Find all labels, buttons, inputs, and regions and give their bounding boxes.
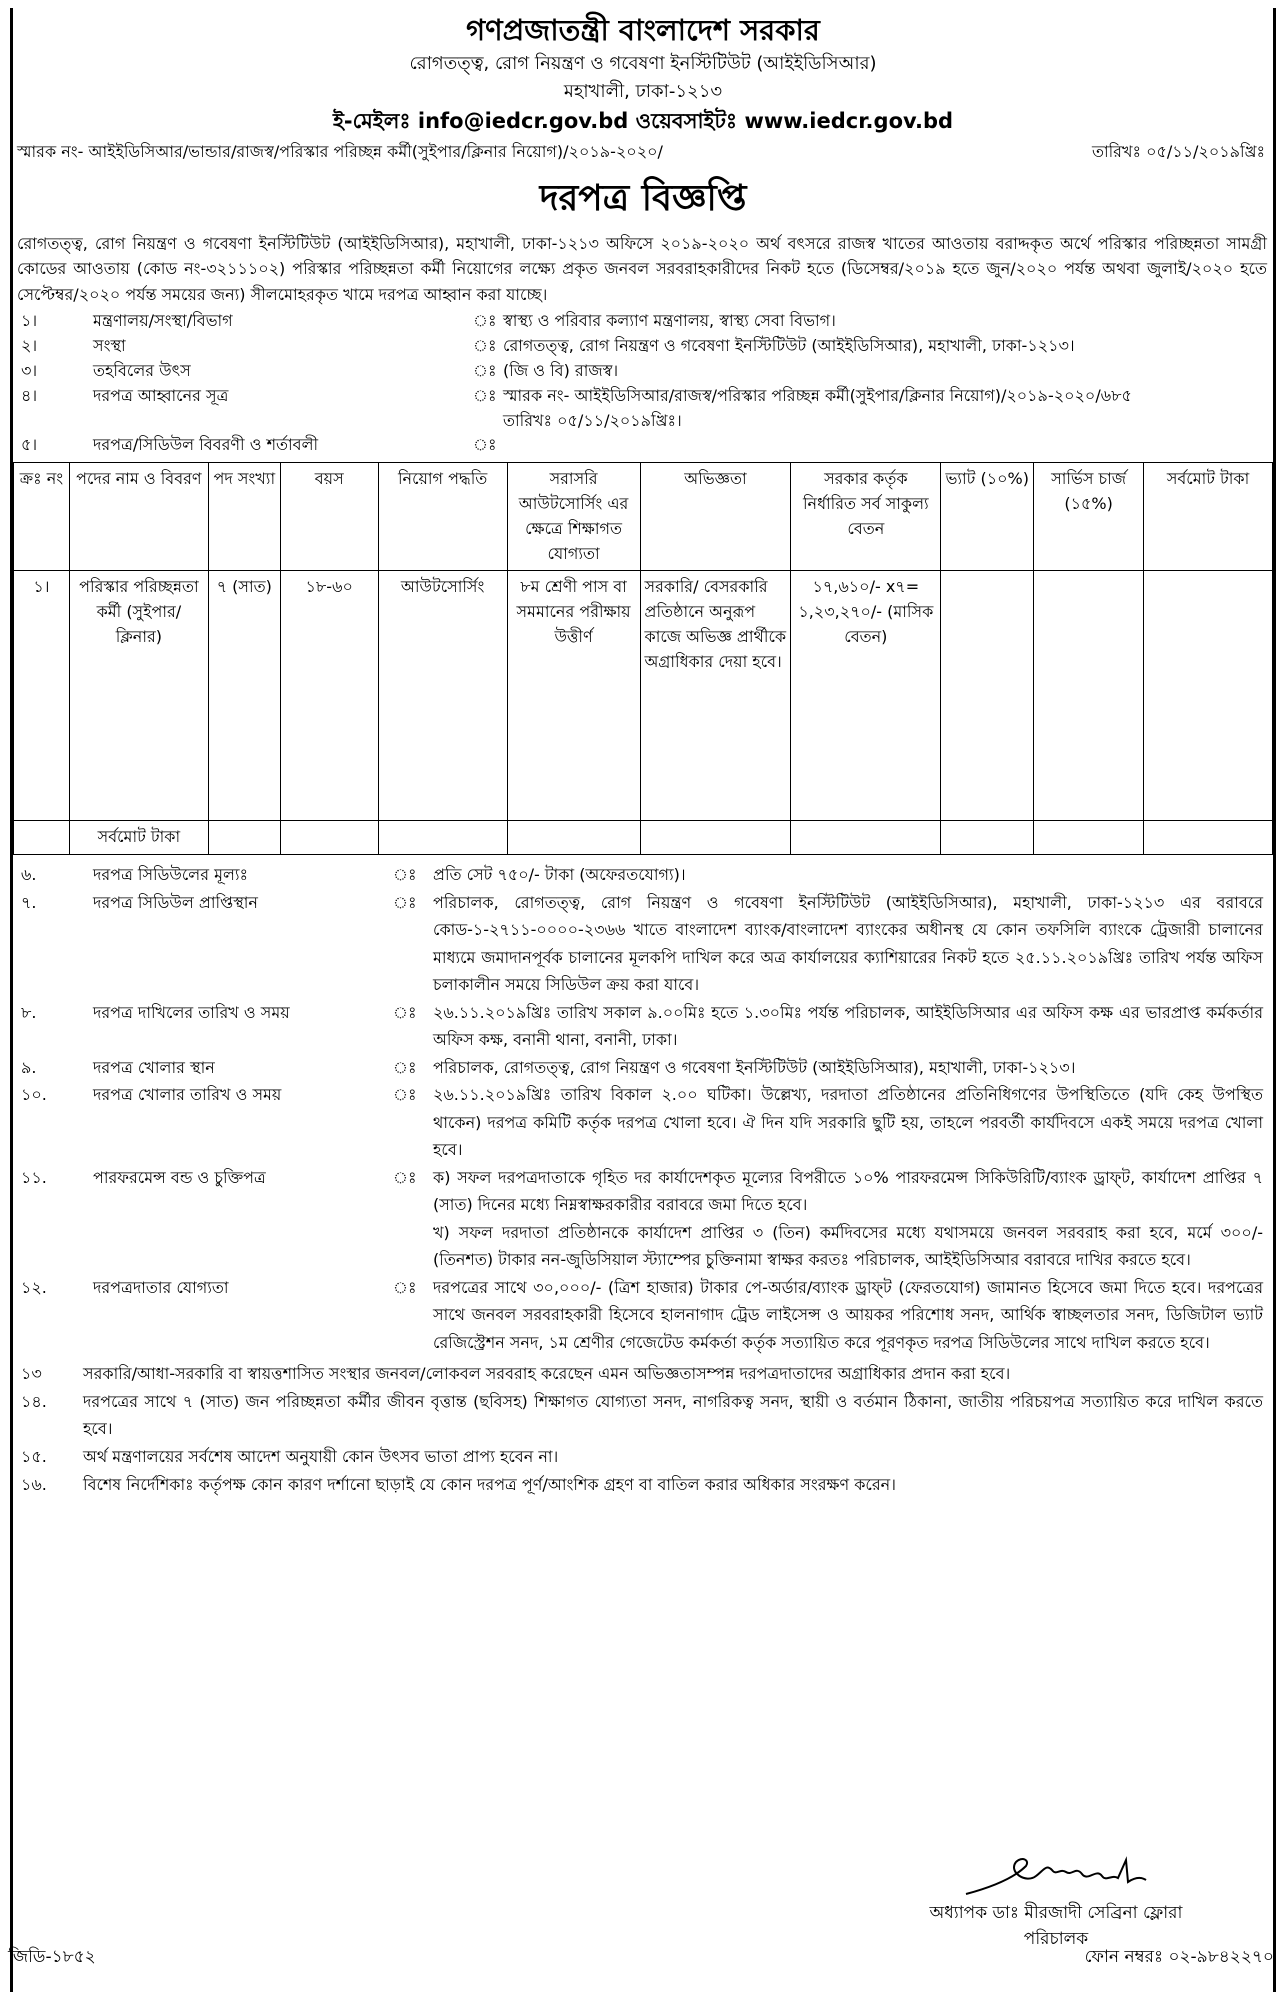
note-item — [13, 1360, 1273, 1388]
table-total-row — [14, 821, 1273, 855]
cell-total — [1144, 571, 1273, 821]
condition-colon: ঃ — [393, 1085, 417, 1105]
signatory-name: অধ্যাপক ডাঃ মীরজাদী সেব্রিনা ফ্লোরা — [929, 1903, 1183, 1923]
table-header-row — [14, 463, 1273, 571]
meta-item — [13, 384, 1273, 434]
condition-text: দরপত্রের সাথে ৩০,০০০/- (ত্রিশ হাজার) টাকার পে-অর্ডার/ব্যাংক ড্রাফ্‌ট (ফেরতযোগ) জামানত হিসেবে জমা দিতে হবে। দরপত্রের সাথে জনবল সরবরাহকারী হিসেবে হালনাগাদ ট্রেড লাইসেন্স ও আয়কর পরিশোধ সনদ, আর্থিক স্বাচ্ছলতার সনদ, ডিজিটাল ভ্যাট রেজিস্ট্রেশন সনদ, ১ম শ্রেণীর গেজেটেড কর্মকর্তা কর্তৃক সত্যায়িত করে পূরণকৃত দরপত্র সিডিউলের সাথে দাখিল করতে হবে। — [433, 1277, 1263, 1352]
cell-sl: ১। — [14, 571, 70, 821]
government-title: গণপ্রজাতন্ত্রী বাংলাদেশ সরকার — [466, 13, 820, 47]
condition-key: দরপত্রদাতার যোগ্যতা — [93, 1277, 229, 1297]
condition-item — [13, 999, 1273, 1054]
conditions-list — [13, 861, 1273, 1356]
cell-experience: সরকারি/ বেসরকারি প্রতিষ্ঠানে অনুরূপ কাজে অভিজ্ঞ প্রার্থীকে অগ্রাধিকার দেয়া হবে। — [640, 571, 791, 821]
institute-name: রোগতত্ত্ব, রোগ নিয়ন্ত্রণ ও গবেষণা ইনস্টিটিউট (আইইডিসিআর) — [409, 52, 877, 74]
note-num: ১৫. — [21, 1446, 47, 1466]
reference-memo: স্মারক নং- আইইডিসিআর/রাজস্ব/পরিস্কার পরিচ্ছন্ন কর্মী(সুইপার/ক্লিনার নিয়োগ)/২০১৯-২০২০/৬৮৫ — [503, 385, 1132, 405]
note-num: ১৪. — [21, 1391, 47, 1411]
note-text: দরপত্রের সাথে ৭ (সাত) জন পরিচ্ছন্নতা কর্মীর জীবন বৃত্তান্ত (ছবিসহ) শিক্ষাগত যোগ্যতা সনদ, নাগরিকত্ব সনদ, স্থায়ী ও বর্তমান ঠিকানা, জাতীয় পরিচয়পত্র সত্যায়িত করে দাখিল করতে হবে। — [83, 1391, 1263, 1439]
meta-item — [13, 359, 1273, 384]
tender-table — [13, 462, 1273, 855]
condition-text: পরিচালক, রোগতত্ত্ব, রোগ নিয়ন্ত্রণ ও গবেষণা ইনস্টিটিউট (আইইডিসিআর), মহাখালী, ঢাকা-১২১৩ এর বরাবরে কোড-১-২৭১১-০০০০-২৩৬৬ খাতে বাংলাদেশ ব্যাংক/বাংলাদেশ ব্যাংকের অধীনস্থ যে কোন তফসিলি ব্যাংকে ট্রেজারী চালানের মাধ্যমে জমাদানপূর্বক চালানের মূলকপি দাখিল করে অত্র কার্যালয়ের ক্যাশিয়ারের নিকট হতে ২৫.১১.২০১৯খ্রিঃ তারিখ পর্যন্ত অফিস চলাকালীন সময়ে সিডিউল ক্রয় করা যাবে। — [433, 892, 1263, 995]
meta-num: ৩। — [21, 360, 38, 380]
meta-num: ৫। — [21, 435, 38, 455]
note-text: বিশেষ নির্দেশিকাঃ কর্তৃপক্ষ কোন কারণ দর্শানো ছাড়াই যে কোন দরপত্র পূর্ণ/আংশিক গ্রহণ বা বাতিল করার অধিকার সংরক্ষণ করেন। — [83, 1474, 896, 1494]
condition-num: ৮. — [21, 1002, 37, 1022]
condition-text: ২৬.১১.২০১৯খ্রিঃ তারিখ সকাল ৯.০০মিঃ হতে ১.৩০মিঃ পর্যন্ত পরিচালক, আইইডিসিআর এর অফিস কক্ষ এর ভারপ্রাপ্ত কর্মকর্তার অফিস কক্ষ, বনানী থানা, বনানী, ঢাকা। — [433, 1002, 1263, 1050]
condition-text: ২৬.১১.২০১৯খ্রিঃ তারিখ বিকাল ২.০০ ঘটিকা। উল্লেখ্য, দরদাতা প্রতিষ্ঠানের প্রতিনিধিগণের উপস্থিতিতে (যদি কেহ উপস্থিত থাকেন) দরপত্র কমিটি কর্তৃক দরপত্র খোলা হবে। ঐ দিন যদি সরকারি ছুটি হয়, তাহলে পরবর্তী কার্যদিবসে একই সময়ে দরপত্র খোলা হবে। — [433, 1085, 1263, 1160]
notes-list — [13, 1360, 1273, 1498]
cell-education: ৮ম শ্রেণী পাস বা সমমানের পরীক্ষায় উত্তীর্ণ — [507, 571, 640, 821]
meta-value: স্বাস্থ্য ও পরিবার কল্যাণ মন্ত্রণালয়, স্বাস্থ্য সেবা বিভাগ। — [503, 311, 836, 331]
cell-age: ১৮-৬০ — [280, 571, 378, 821]
col-header: সার্ভিস চার্জ (১৫%) — [1034, 463, 1144, 571]
cell-post: পরিস্কার পরিচ্ছন্নতা কর্মী (সুইপার/ক্লিনার) — [69, 571, 208, 821]
note-item — [13, 1388, 1273, 1443]
note-text: সরকারি/আধা-সরকারি বা স্বায়ত্তশাসিত সংস্থার জনবল/লোকবল সরবরাহ করেছেন এমন অভিজ্ঞতাসম্পন্ন দরপত্রদাতাদের অগ্রাধিকার প্রদান করা হবে। — [83, 1364, 1011, 1384]
condition-num: ৯. — [21, 1057, 37, 1077]
condition-num: ৬. — [21, 865, 37, 885]
meta-value — [503, 384, 1273, 434]
condition-key: পারফরমেন্স বন্ড ও চুক্তিপত্র — [93, 1167, 266, 1187]
condition-text: খ) সফল দরদাতা প্রতিষ্ঠানকে কার্যাদেশ প্রাপ্তির ৩ (তিন) কর্মদিবসের মধ্যে যথাসময়ে জনবল সরবরাহ করা হবে, মর্মে ৩০০/- (তিনশত) টাকার নন-জুডিসিয়াল স্ট্যাম্পের চুক্তিনামা স্বাক্ষর করতঃ পরিচালক, আইইডিসিআর বরাবরে দাখির করতে হবে। — [433, 1222, 1263, 1270]
meta-item — [13, 433, 1273, 458]
condition-item — [13, 889, 1273, 999]
gd-number: জিডি-১৮৫২ — [8, 1947, 96, 1967]
note-text: অর্থ মন্ত্রণালয়ের সর্বশেষ আদেশ অনুযায়ী কোন উৎসব ভাতা প্রাপ্য হবেন না। — [83, 1446, 559, 1466]
meta-value: রোগতত্ত্ব, রোগ নিয়ন্ত্রণ ও গবেষণা ইনস্টিটিউট (আইইডিসিআর), মহাখালী, ঢাকা-১২১৩। — [503, 336, 1075, 356]
note-num: ১৩ — [21, 1364, 42, 1384]
meta-list — [13, 309, 1273, 458]
col-header: অভিজ্ঞতা — [640, 463, 791, 571]
condition-num: ১০. — [21, 1085, 47, 1105]
condition-item — [13, 861, 1273, 889]
meta-key: দরপত্র আহ্বানের সূত্র — [93, 385, 229, 405]
note-item — [13, 1443, 1273, 1471]
meta-colon: ঃ — [473, 360, 497, 380]
cell-count: ৭ (সাত) — [208, 571, 280, 821]
col-header: সরাসরি আউটসোর্সিং এর ক্ষেত্রে শিক্ষাগত যোগ্যতা — [507, 463, 640, 571]
meta-value — [503, 433, 1273, 458]
col-header: সরকার কর্তৃক নির্ধারিত সর্ব সাকুল্য বেতন — [791, 463, 941, 571]
meta-num: ২। — [21, 336, 38, 356]
handwritten-signature — [956, 1846, 1156, 1900]
cell-salary: ১৭,৬১০/- x৭= ১,২৩,২৭০/- (মাসিক বেতন) — [791, 571, 941, 821]
condition-colon: ঃ — [393, 1057, 417, 1077]
condition-item — [13, 1054, 1273, 1082]
condition-item — [13, 1274, 1273, 1357]
meta-num: ৪। — [21, 385, 38, 405]
col-header: সর্বমোট টাকা — [1144, 463, 1273, 571]
cell-service — [1034, 571, 1144, 821]
condition-colon: ঃ — [393, 1002, 417, 1022]
condition-text: পরিচালক, রোগতত্ত্ব, রোগ নিয়ন্ত্রণ ও গবেষণা ইনস্টিটিউট (আইইডিসিআর), মহাখালী, ঢাকা-১২১৩। — [433, 1057, 1076, 1077]
condition-text: প্রতি সেট ৭৫০/- টাকা (অফেরতযোগ্য)। — [433, 865, 686, 885]
table-row — [14, 571, 1273, 821]
meta-colon: ঃ — [473, 435, 497, 455]
cell-method: আউটসোর্সিং — [378, 571, 507, 821]
note-num: ১৬. — [21, 1474, 47, 1494]
col-header: বয়স — [280, 463, 378, 571]
institute-address: মহাখালী, ঢাকা-১২১৩ — [563, 80, 723, 102]
letterhead — [13, 12, 1273, 138]
memo-row — [13, 140, 1273, 165]
email-label: ই-মেইলঃ — [332, 109, 411, 134]
intro-paragraph: রোগতত্ত্ব, রোগ নিয়ন্ত্রণ ও গবেষণা ইনস্টিটিউট (আইইডিসিআর), মহাখালী, ঢাকা-১২১৩ অফিসে ২০১৯-২০২০ অর্থ বৎসরে রাজস্ব খাতের আওতায় বরাদ্দকৃত অর্থে পরিস্কার পরিচ্ছন্নতা সামগ্রী কোডের আওতায় (কোড নং-৩২১১১০২) পরিস্কার পরিচ্ছন্নতা কর্মী নিয়োগের লক্ষ্যে প্রকৃত জনবল সরবরাহকারীদের নিকট হতে (ডিসেম্বর/২০১৯ হতে জুন/২০২০ পর্যন্ত অথবা জুলাই/২০২০ হতে সেপ্টেম্বর/২০২০ পর্যন্ত সময়ের জন্য) সীলমোহরকৃত খামে দরপত্র আহ্বান করা যাচ্ছে। — [17, 233, 1267, 304]
notice-title: দরপত্র বিজ্ঞপ্তি — [539, 177, 747, 219]
tender-notice-page — [10, 8, 1276, 1992]
meta-key: সংস্থা — [93, 336, 126, 356]
condition-item — [13, 1081, 1273, 1164]
col-header: পদ সংখ্যা — [208, 463, 280, 571]
signature-block — [846, 1846, 1266, 1953]
col-header: নিয়োগ পদ্ধতি — [378, 463, 507, 571]
condition-key: দরপত্র সিডিউলের মূল্যঃ — [93, 865, 249, 885]
col-header: ক্রঃ নং — [14, 463, 70, 571]
memo-date: তারিখঃ ০৫/১১/২০১৯খ্রিঃ — [1091, 142, 1265, 162]
signatory-designation: পরিচালক — [1023, 1929, 1089, 1950]
phone-number: ফোন নম্বরঃ ০২-৯৮৪২২৭০ — [1084, 1947, 1274, 1967]
meta-key: মন্ত্রণালয়/সংস্থা/বিভাগ — [93, 311, 233, 331]
condition-num: ৭. — [21, 892, 37, 912]
condition-item — [13, 1164, 1273, 1274]
meta-num: ১। — [21, 311, 38, 331]
condition-colon: ঃ — [393, 1167, 417, 1187]
meta-key: তহবিলের উৎস — [93, 360, 191, 380]
memo-number: স্মারক নং- আইইডিসিআর/ভান্ডার/রাজস্ব/পরিস্কার পরিচ্ছন্ন কর্মী(সুইপার/ক্লিনার নিয়োগ)/২০১৯-২০২০/ — [17, 142, 663, 162]
meta-item — [13, 309, 1273, 334]
meta-colon: ঃ — [473, 311, 497, 331]
condition-key: দরপত্র দাখিলের তারিখ ও সময় — [93, 1002, 290, 1022]
meta-colon: ঃ — [473, 336, 497, 356]
note-item — [13, 1471, 1273, 1499]
condition-colon: ঃ — [393, 892, 417, 912]
website-link[interactable]: www.iedcr.gov.bd — [744, 109, 954, 134]
condition-colon: ঃ — [393, 1277, 417, 1297]
condition-num: ১২. — [21, 1277, 47, 1297]
col-header: ভ্যাট (১০%) — [941, 463, 1034, 571]
reference-date: তারিখঃ ০৫/১১/২০১৯খ্রিঃ। — [503, 410, 682, 430]
meta-colon: ঃ — [473, 385, 497, 405]
total-label: সর্বমোট টাকা — [69, 821, 208, 855]
condition-key: দরপত্র খোলার স্থান — [93, 1057, 215, 1077]
col-header: পদের নাম ও বিবরণ — [69, 463, 208, 571]
email-link[interactable]: info@iedcr.gov.bd — [417, 109, 629, 134]
condition-num: ১১. — [21, 1167, 47, 1187]
condition-text: ক) সফল দরপত্রদাতাকে গৃহিত দর কার্যাদেশকৃত মূল্যের বিপরীতে ১০% পারফরমেন্স সিকিউরিটি/ব্যাংক ড্রাফ্‌ট, কার্যাদেশ প্রাপ্তির ৭ (সাত) দিনের মধ্যে নিম্নস্বাক্ষরকারীর বরাবরে জমা দিতে হবে। — [433, 1167, 1263, 1215]
contact-line — [13, 105, 1273, 138]
condition-colon: ঃ — [393, 865, 417, 885]
cell-vat — [941, 571, 1034, 821]
condition-key: দরপত্র সিডিউল প্রাপ্তিস্থান — [93, 892, 258, 912]
meta-key: দরপত্র/সিডিউল বিবরণী ও শর্তাবলী — [93, 435, 319, 455]
meta-item — [13, 334, 1273, 359]
meta-value: (জি ও বি) রাজস্ব। — [503, 360, 619, 380]
website-label: ওয়েবসাইটঃ — [635, 109, 738, 134]
condition-key: দরপত্র খোলার তারিখ ও সময় — [93, 1085, 282, 1105]
